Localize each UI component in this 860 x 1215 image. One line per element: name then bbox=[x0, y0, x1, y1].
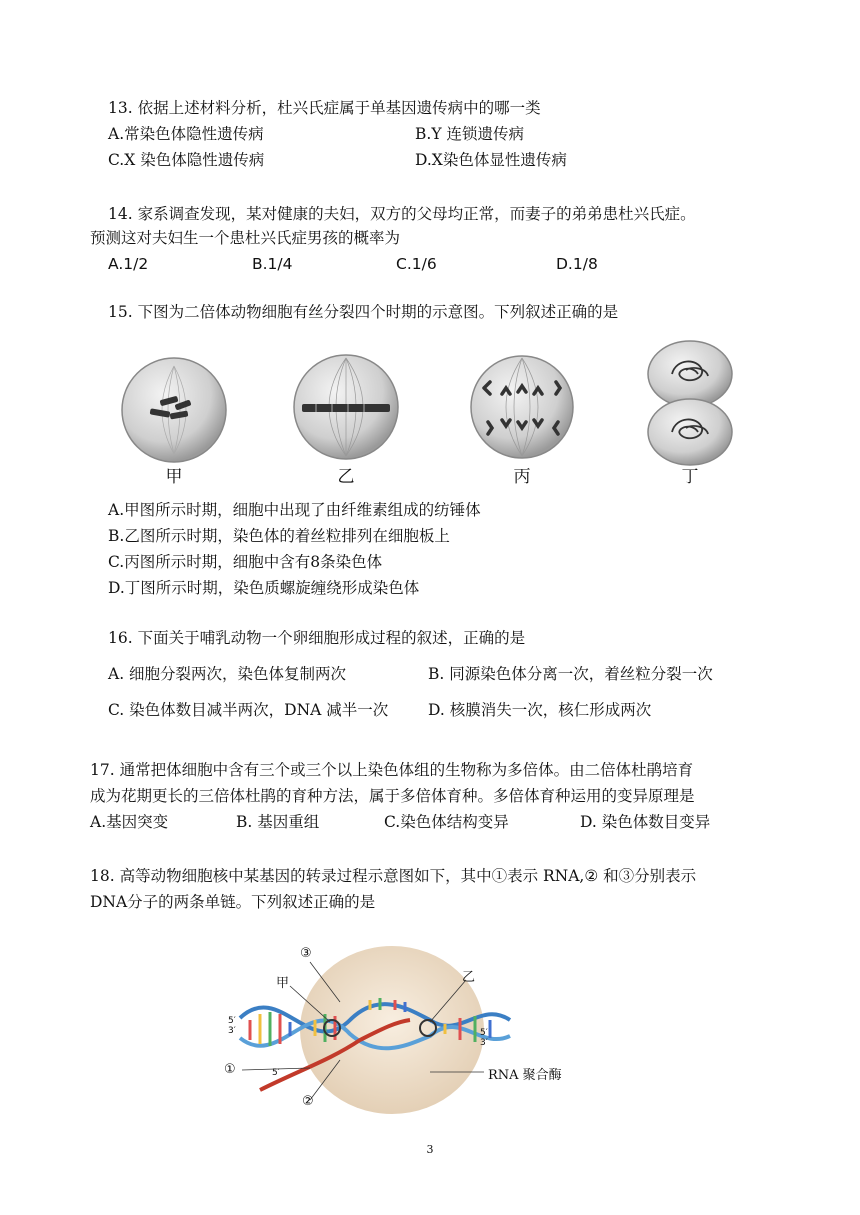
q15-option-a: A.甲图所示时期，细胞中出现了由纤维素组成的纺锤体 bbox=[108, 501, 481, 519]
page-number: 3 bbox=[426, 1143, 434, 1156]
cell-ding-image bbox=[646, 340, 734, 466]
q13-option-d: D.X染色体显性遗传病 bbox=[415, 151, 567, 169]
label-three: ③ bbox=[300, 946, 312, 961]
q16-stem: 16. 下面关于哺乳动物一个卵细胞形成过程的叙述，正确的是 bbox=[108, 629, 526, 647]
q14-option-a: A.1/2 bbox=[108, 255, 149, 273]
label-two: ② bbox=[302, 1094, 314, 1109]
label-rna-5: 5′ bbox=[272, 1068, 280, 1078]
q15-option-c: C.丙图所示时期，细胞中含有8条染色体 bbox=[108, 553, 383, 571]
q17-stem-line1: 17. 通常把体细胞中含有三个或三个以上染色体组的生物称为多倍体。由二倍体杜鹃培育 bbox=[90, 761, 694, 779]
q17-option-d: D. 染色体数目变异 bbox=[580, 813, 711, 831]
q13-option-a: A.常染色体隐性遗传病 bbox=[108, 125, 264, 143]
q13-option-b: B.Y 连锁遗传病 bbox=[415, 125, 524, 143]
label-rna-polymerase: RNA 聚合酶 bbox=[488, 1068, 562, 1083]
q14-option-c: C.1/6 bbox=[396, 255, 437, 273]
q13-stem: 13. 依据上述材料分析，杜兴氏症属于单基因遗传病中的哪一类 bbox=[108, 99, 541, 117]
cell-label-ding: 丁 bbox=[681, 467, 699, 487]
q17-stem-line2: 成为花期更长的三倍体杜鹃的育种方法，属于多倍体育种。多倍体育种运用的变异原理是 bbox=[90, 787, 695, 805]
label-left-5: 5′ bbox=[228, 1016, 236, 1026]
q17-option-b: B. 基因重组 bbox=[236, 813, 320, 831]
q16-option-d: D. 核膜消失一次，核仁形成两次 bbox=[428, 701, 652, 719]
cell-label-bing: 丙 bbox=[513, 467, 531, 487]
q15-option-d: D.丁图所示时期，染色质螺旋缠绕形成染色体 bbox=[108, 579, 420, 597]
q17-option-a: A.基因突变 bbox=[90, 813, 169, 831]
label-yi: 乙 bbox=[462, 970, 476, 985]
cell-bing-image bbox=[470, 352, 574, 462]
q14-stem-line2: 预测这对夫妇生一个患杜兴氏症男孩的概率为 bbox=[90, 229, 401, 247]
q16-option-a: A. 细胞分裂两次，染色体复制两次 bbox=[108, 665, 347, 683]
label-right-5: 5′ bbox=[480, 1028, 488, 1038]
cell-label-yi: 乙 bbox=[337, 467, 355, 487]
cell-label-jia: 甲 bbox=[165, 467, 183, 487]
q14-stem-line1: 14. 家系调查发现，某对健康的夫妇，双方的父母均正常，而妻子的弟弟患杜兴氏症。 bbox=[108, 205, 696, 223]
transcription-diagram bbox=[220, 940, 580, 1120]
q18-stem-line2: DNA分子的两条单链。下列叙述正确的是 bbox=[90, 893, 376, 911]
label-left-3: 3′ bbox=[228, 1026, 236, 1036]
q15-option-b: B.乙图所示时期，染色体的着丝粒排列在细胞板上 bbox=[108, 527, 450, 545]
q14-option-d: D.1/8 bbox=[556, 255, 598, 273]
q16-option-b: B. 同源染色体分离一次，着丝粒分裂一次 bbox=[428, 665, 713, 683]
cell-yi-image bbox=[292, 352, 400, 462]
q18-stem-line1: 18. 高等动物细胞核中某基因的转录过程示意图如下，其中①表示 RNA,② 和③分别表示 bbox=[90, 867, 697, 885]
label-jia: 甲 bbox=[276, 976, 290, 991]
q17-option-c: C.染色体结构变异 bbox=[384, 813, 509, 831]
q15-stem: 15. 下图为二倍体动物细胞有丝分裂四个时期的示意图。下列叙述正确的是 bbox=[108, 303, 619, 321]
q13-option-c: C.X 染色体隐性遗传病 bbox=[108, 151, 265, 169]
label-right-3: 3′ bbox=[480, 1038, 488, 1048]
q16-option-c: C. 染色体数目减半两次，DNA 减半一次 bbox=[108, 701, 389, 719]
label-one: ① bbox=[224, 1062, 236, 1077]
q14-option-b: B.1/4 bbox=[252, 255, 293, 273]
cell-jia-image bbox=[120, 356, 228, 464]
